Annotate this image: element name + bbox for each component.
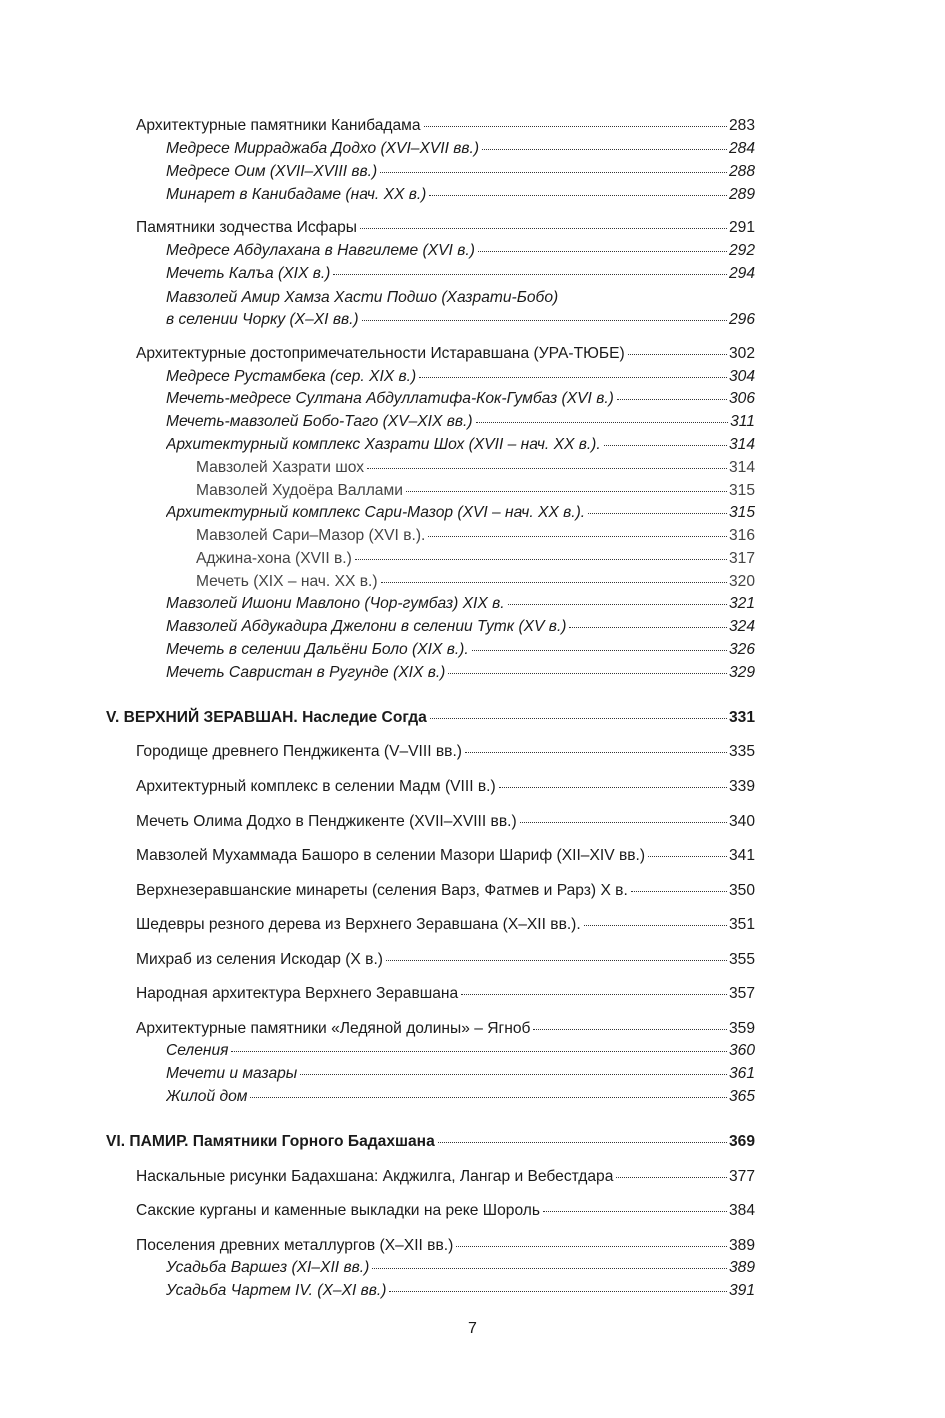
toc-entry-title: Медресе Мирраджаба Додхо (XVI–XVII вв.): [166, 140, 480, 157]
dot-leader: [533, 1028, 727, 1030]
toc-entry-page: 314: [728, 436, 755, 453]
toc-entry[interactable]: [196, 456, 755, 479]
toc-entry[interactable]: [136, 948, 755, 971]
toc-entry[interactable]: [166, 160, 755, 183]
toc-entry-title: Мавзолей Сари–Мазор (XVI в.).: [196, 527, 426, 544]
dot-leader: [333, 273, 727, 275]
dot-leader: [231, 1050, 727, 1052]
toc-entry-title: Шедевры резного дерева из Верхнего Зеравшана (X–XII вв.).: [136, 916, 581, 933]
toc-entry[interactable]: [166, 1085, 755, 1108]
dot-leader: [300, 1073, 727, 1075]
dot-leader: [499, 786, 727, 788]
toc-entry[interactable]: [136, 114, 755, 137]
toc-entry[interactable]: [166, 410, 755, 433]
toc-entry[interactable]: [196, 547, 755, 570]
dot-leader: [569, 626, 726, 628]
toc-entry-continuation: Мавзолей Амир Хамза Хасти Подшо (Хазрати-Бобо): [166, 289, 559, 306]
toc-entry-page: 326: [728, 641, 755, 658]
toc-entry-page: 291: [728, 219, 755, 236]
toc-entry-page: 384: [728, 1202, 755, 1219]
dot-leader: [362, 319, 727, 321]
toc-entry-page: 288: [728, 163, 755, 180]
toc-entry-title: Архитектурный комплекс Хазрати Шох (XVII – нач. XX в.).: [166, 436, 601, 453]
dot-leader: [430, 717, 727, 719]
dot-leader: [424, 125, 727, 127]
toc-entry[interactable]: [196, 479, 755, 502]
toc-entry[interactable]: [136, 879, 755, 902]
toc-entry[interactable]: [166, 239, 755, 262]
toc-entry-page: 360: [728, 1042, 755, 1059]
toc-entry-title: Мечеть (XIX – нач. XX в.): [196, 573, 378, 590]
dot-leader: [429, 194, 727, 196]
dot-leader: [616, 1176, 727, 1178]
toc-entry-page: 335: [728, 743, 755, 760]
toc-entry-page: 341: [728, 847, 755, 864]
toc-entry[interactable]: [136, 1199, 755, 1222]
toc-entry-title: Михраб из селения Искодар (X в.): [136, 951, 383, 968]
toc-entry[interactable]: [166, 1062, 755, 1085]
toc-entry-title: Сакские курганы и каменные выкладки на реке Шороль: [136, 1202, 540, 1219]
toc-entry-title: Верхнезеравшанские минареты (селения Варз, Фатмев и Рарз) X в.: [136, 882, 628, 899]
toc-entry-page: 340: [728, 813, 755, 830]
toc-entry-page: 315: [728, 504, 755, 521]
toc-entry-title: Аджина-хона (XVII в.): [196, 550, 352, 567]
toc-entry[interactable]: [136, 1234, 755, 1257]
toc-entry-title: Мечеть в селении Дальёни Боло (XIX в.).: [166, 641, 469, 658]
toc-entry-title: Наскальные рисунки Бадахшана: Акджилга, Лангар и Вебестдара: [136, 1168, 614, 1185]
toc-entry[interactable]: [136, 1165, 755, 1188]
dot-leader: [508, 603, 727, 605]
toc-entry[interactable]: [136, 216, 755, 239]
toc-entry-title: Усадьба Варшез (XI–XII вв.): [166, 1259, 370, 1276]
toc-entry-page: 359: [728, 1020, 755, 1037]
toc-entry[interactable]: [196, 524, 755, 547]
toc-entry-title: Мечеть-мавзолей Бобо-Таго (XV–XIX вв.): [166, 413, 473, 430]
toc-entry-page: 361: [728, 1065, 755, 1082]
toc-entry-page: 391: [728, 1282, 755, 1299]
toc-entry[interactable]: [166, 661, 755, 684]
dot-leader: [465, 751, 727, 753]
dot-leader: [448, 672, 727, 674]
toc-entry-title: Медресе Оим (XVII–XVIII вв.): [166, 163, 378, 180]
toc-entry-title: Медресе Рустамбека (сер. XIX в.): [166, 368, 417, 385]
toc-entry-page: 321: [728, 595, 755, 612]
toc-entry-title: Мавзолей Ишони Мавлоно (Чор-гумбаз) XIX в.: [166, 595, 505, 612]
toc-entry-page: 324: [728, 618, 755, 635]
toc-entry[interactable]: [136, 982, 755, 1005]
toc-entry-page: 377: [728, 1168, 755, 1185]
toc-entry-page: 355: [728, 951, 755, 968]
toc-entry-title: Медресе Абдулахана в Навгилеме (XVI в.): [166, 242, 475, 259]
dot-leader: [604, 444, 727, 446]
toc-entry[interactable]: [106, 1130, 755, 1153]
dot-leader: [588, 512, 727, 514]
toc-entry[interactable]: [166, 501, 755, 524]
toc-entry-page: 304: [728, 368, 755, 385]
dot-leader: [648, 855, 727, 857]
dot-leader: [584, 924, 727, 926]
toc-entry-page: 316: [728, 527, 755, 544]
dot-leader: [372, 1267, 727, 1269]
dot-leader: [631, 890, 727, 892]
toc-entry-title: Мечети и мазары: [166, 1065, 298, 1082]
toc-entry-title: VI. ПАМИР. Памятники Горного Бадахшана: [106, 1133, 435, 1150]
dot-leader: [482, 148, 727, 150]
toc-entry-title: Городище древнего Пенджикента (V–VIII вв.): [136, 743, 462, 760]
toc-entry[interactable]: [166, 592, 755, 615]
toc-entry[interactable]: [136, 810, 755, 833]
toc-entry-title: Архитектурный комплекс Сари-Мазор (XVI – нач. XX в.).: [166, 504, 586, 521]
toc-entry-page: 369: [728, 1133, 755, 1150]
toc-entry-page: 357: [728, 985, 755, 1002]
dot-leader: [520, 821, 727, 823]
toc-entry[interactable]: [166, 638, 755, 661]
toc-entry-title: Мавзолей Мухаммада Башоро в селении Мазори Шариф (XII–XIV вв.): [136, 847, 646, 864]
toc-entry[interactable]: [106, 706, 755, 729]
toc-entry-page: 315: [728, 482, 755, 499]
toc-entry-title: Жилой дом: [166, 1088, 248, 1105]
toc-entry-page: 302: [728, 345, 755, 362]
dot-leader: [367, 467, 727, 469]
dot-leader: [386, 959, 727, 961]
toc-entry-page: 331: [728, 709, 755, 726]
toc-entry[interactable]: [166, 1256, 755, 1279]
toc-entry-page: 311: [730, 413, 755, 430]
page-number: 7: [468, 1320, 477, 1337]
toc-entry-page: 389: [728, 1237, 755, 1254]
toc-entry-page: 365: [728, 1088, 755, 1105]
toc-entry[interactable]: [196, 570, 755, 593]
toc-entry[interactable]: [136, 342, 755, 365]
dot-leader: [478, 250, 727, 252]
toc-entry[interactable]: [166, 262, 755, 285]
dot-leader: [381, 581, 727, 583]
toc-entry-title: Архитектурные достопримечательности Истаравшана (УРА-ТЮБЕ): [136, 345, 625, 362]
toc-entry-page: 350: [728, 882, 755, 899]
toc-entry-page: 283: [728, 117, 755, 134]
toc-entry-title: Мавзолей Худоёра Валлами: [196, 482, 403, 499]
toc-entry-page: 389: [728, 1259, 755, 1276]
dot-leader: [389, 1290, 727, 1292]
dot-leader: [419, 376, 727, 378]
toc-entry-title: V. ВЕРХНИЙ ЗЕРАВШАН. Наследие Согда: [106, 709, 427, 726]
toc-entry-title: Поселения древних металлургов (X–XII вв.): [136, 1237, 454, 1254]
toc-entry-title: Мечеть Олима Додхо в Пенджикенте (XVII–XVIII вв.): [136, 813, 517, 830]
toc-entry[interactable]: [166, 615, 755, 638]
toc-entry[interactable]: [166, 387, 755, 410]
dot-leader: [472, 649, 727, 651]
toc-entry[interactable]: [136, 775, 755, 798]
dot-leader: [476, 421, 729, 423]
dot-leader: [461, 993, 727, 995]
toc-entry[interactable]: [166, 137, 755, 160]
toc-entry-title: Памятники зодчества Исфары: [136, 219, 358, 236]
toc-entry-title: Минарет в Канибадаме (нач. XX в.): [166, 186, 427, 203]
dot-leader: [628, 353, 727, 355]
toc-entry[interactable]: [166, 433, 755, 456]
toc-entry-title: Архитектурные памятники «Ледяной долины» – Ягноб: [136, 1020, 531, 1037]
toc-entry-title: Мавзолей Абдукадира Джелони в селении Тутк (XV в.): [166, 618, 567, 635]
toc-entry-page: 284: [728, 140, 755, 157]
toc-entry-title: Селения: [166, 1042, 229, 1059]
toc-entry[interactable]: [136, 844, 755, 867]
toc-entry-title: Архитектурный комплекс в селении Мадм (VIII в.): [136, 778, 496, 795]
toc-entry-page: 317: [728, 550, 755, 567]
dot-leader: [250, 1096, 727, 1098]
toc-entry[interactable]: [166, 1279, 755, 1302]
toc-entry[interactable]: [166, 1039, 755, 1062]
dot-leader: [355, 558, 727, 560]
toc-entry-page: 320: [728, 573, 755, 590]
toc-entry[interactable]: [136, 1017, 755, 1040]
toc-entry-page: 339: [728, 778, 755, 795]
dot-leader: [438, 1141, 727, 1143]
toc-entry[interactable]: [136, 740, 755, 763]
dot-leader: [543, 1210, 727, 1212]
dot-leader: [360, 227, 727, 229]
toc-entry-page: 306: [728, 390, 755, 407]
toc-entry-page: 294: [728, 265, 755, 282]
toc-entry-page: 292: [728, 242, 755, 259]
dot-leader: [428, 535, 727, 537]
toc-entry-title: Мечеть Савристан в Ругунде (XIX в.): [166, 664, 446, 681]
toc-entry[interactable]: [166, 183, 755, 206]
toc-entry-title: Мечеть Калъа (XIX в.): [166, 265, 331, 282]
toc-entry-page: 351: [728, 916, 755, 933]
toc-entry-title: Усадьба Чартем IV. (X–XI вв.): [166, 1282, 387, 1299]
toc-entry-page: 329: [728, 664, 755, 681]
toc-entry-title: в селении Чорку (X–XI вв.): [166, 311, 359, 328]
dot-leader: [380, 171, 727, 173]
dot-leader: [456, 1245, 727, 1247]
toc-entry-title: Мавзолей Хазрати шох: [196, 459, 365, 476]
toc-entry-title: Народная архитектура Верхнего Зеравшана: [136, 985, 459, 1002]
toc-entry[interactable]: [166, 308, 755, 331]
toc-entry-page: 289: [728, 186, 755, 203]
toc-entry[interactable]: [166, 365, 755, 388]
toc-entry[interactable]: [136, 913, 755, 936]
dot-leader: [406, 490, 727, 492]
toc-entry-title: Мечеть-медресе Султана Абдуллатифа-Кок-Гумбаз (XVI в.): [166, 390, 614, 407]
toc-entry-page: 296: [728, 311, 755, 328]
dot-leader: [617, 398, 727, 400]
toc-entry-page: 314: [728, 459, 755, 476]
toc-entry-title: Архитектурные памятники Канибадама: [136, 117, 421, 134]
